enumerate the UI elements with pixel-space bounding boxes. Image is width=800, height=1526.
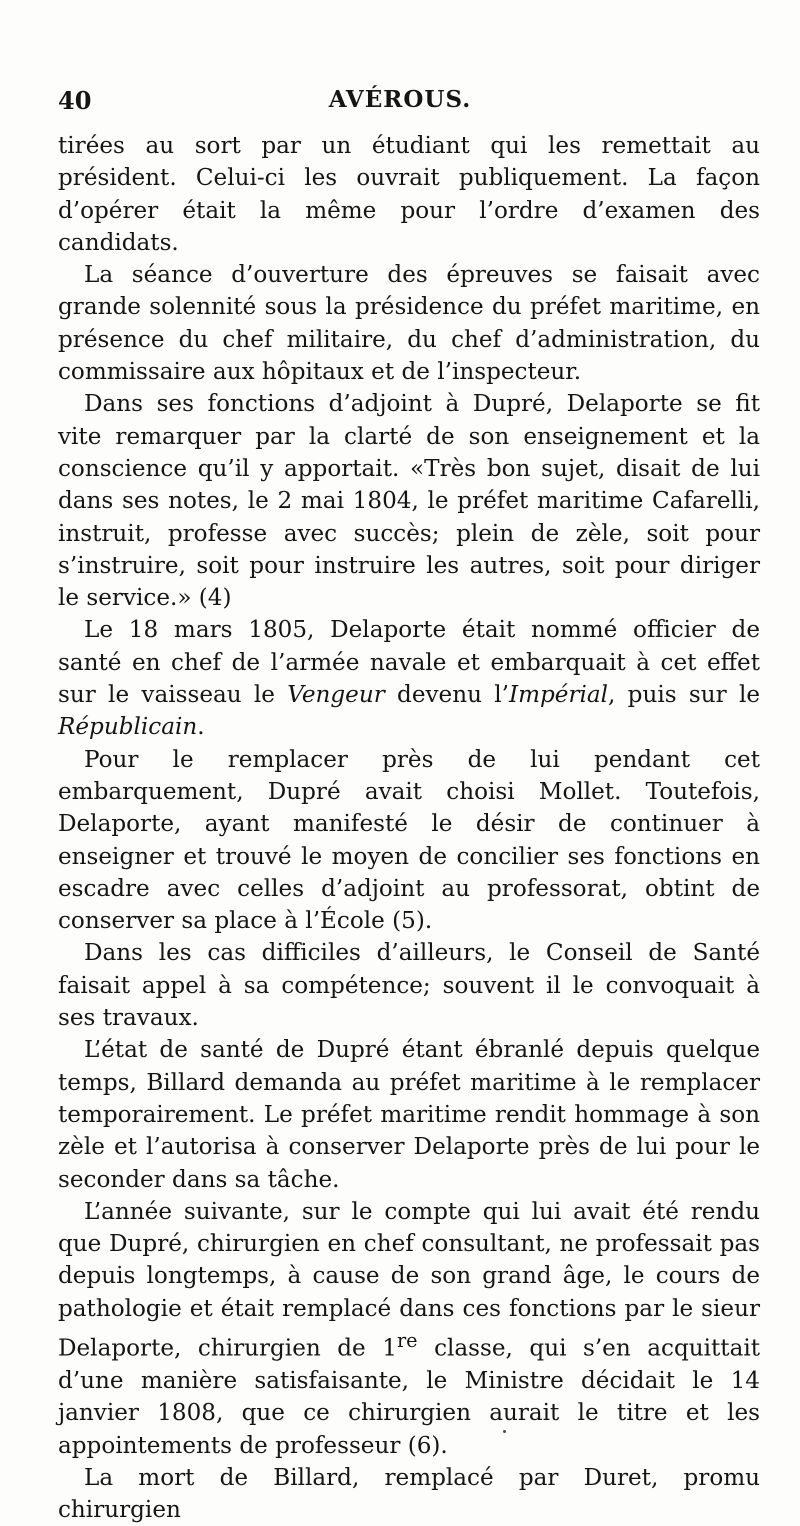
paragraph-4-text-start: Le 18 mars 1805, Delaporte était nommé officier de santé en chef de l’armée navale et embarquait à cet effet sur le vaisseau le <box>58 617 760 709</box>
body-text <box>58 130 760 1526</box>
print-speck <box>503 1430 506 1433</box>
ship-name-vengeur: Vengeur <box>287 682 385 709</box>
paragraph-5: Pour le remplacer près de lui pendant cet embarquement, Dupré avait choisi Mollet. Toutefois, Delaporte, ayant manifesté le désir de continuer à enseigner et trouvé le moyen de concilier ses fonctions en escadre avec celles d’adjoint au professorat, obtint de conserver sa place à l’École (5). <box>58 746 760 935</box>
paragraph-7: L’état de santé de Dupré étant ébranlé depuis quelque temps, Billard demanda au préfet maritime à le remplacer temporairement. Le préfet maritime rendit hommage à son zèle et l’autorisa à conserver Delaporte près de lui pour le seconder dans sa tâche. <box>58 1037 760 1193</box>
paragraph-4-text-end: . <box>197 714 205 741</box>
page-header <box>58 86 742 116</box>
ship-name-imperial: Impérial <box>508 682 609 709</box>
paragraph-2: La séance d’ouverture des épreuves se faisait avec grande solennité sous la présidence du préfet maritime, en présence du chef militaire, du chef d’administration, du commissaire aux hôpitaux et de l’inspecteur. <box>58 262 760 386</box>
paragraph-4-text-middle: devenu l’ <box>384 682 509 709</box>
paragraph-4 <box>58 614 760 743</box>
paragraph-8-text-end: classe, qui s’en acquittait d’une manière satisfaisante, le Ministre décidait le 14 janvier 1808, que ce chirurgien aurait le titre et les appointements de professeur (6). <box>58 1335 760 1459</box>
paragraph-6: Dans les cas difficiles d’ailleurs, le Conseil de Santé faisait appel à sa compétence; souvent il le convoquait à ses travaux. <box>58 940 760 1032</box>
paragraph-3: Dans ses fonctions d’adjoint à Dupré, Delaporte se fit vite remarquer par la clarté de son enseignement et la conscience qu’il y apportait. «Très bon sujet, disait de lui dans ses notes, le 2 mai 1804, le préfet maritime Cafarelli, instruit, professe avec succès; plein de zèle, soit pour s’instruire, soit pour instruire les autres, soit pour diriger le service.» (4) <box>58 391 760 612</box>
page-number: 40 <box>58 86 92 115</box>
paragraph-9: La mort de Billard, remplacé par Duret, promu chirurgien <box>58 1464 760 1524</box>
paragraph-1: tirées au sort par un étudiant qui les remettait au président. Celui-ci les ouvrait publiquement. La façon d’opérer était la même pour l’ordre d’examen des candidats. <box>58 133 760 256</box>
paragraph-4-text-middle-2: , puis sur le <box>608 682 760 709</box>
ship-name-republicain: Républicain <box>58 714 198 741</box>
paragraph-8-text-start: L’année suivante, sur le compte qui lui avait été rendu que Dupré, chirurgien en chef consultant, ne professait pas depuis longtemps, à cause de son grand âge, le cours de pathologie et était remplacé dans ces fonctions par le sieur Delaporte, chirurgien de 1 <box>58 1198 760 1362</box>
running-head: AVÉROUS. <box>328 86 472 113</box>
class-superscript: re <box>396 1328 418 1352</box>
paragraph-8 <box>58 1196 760 1462</box>
